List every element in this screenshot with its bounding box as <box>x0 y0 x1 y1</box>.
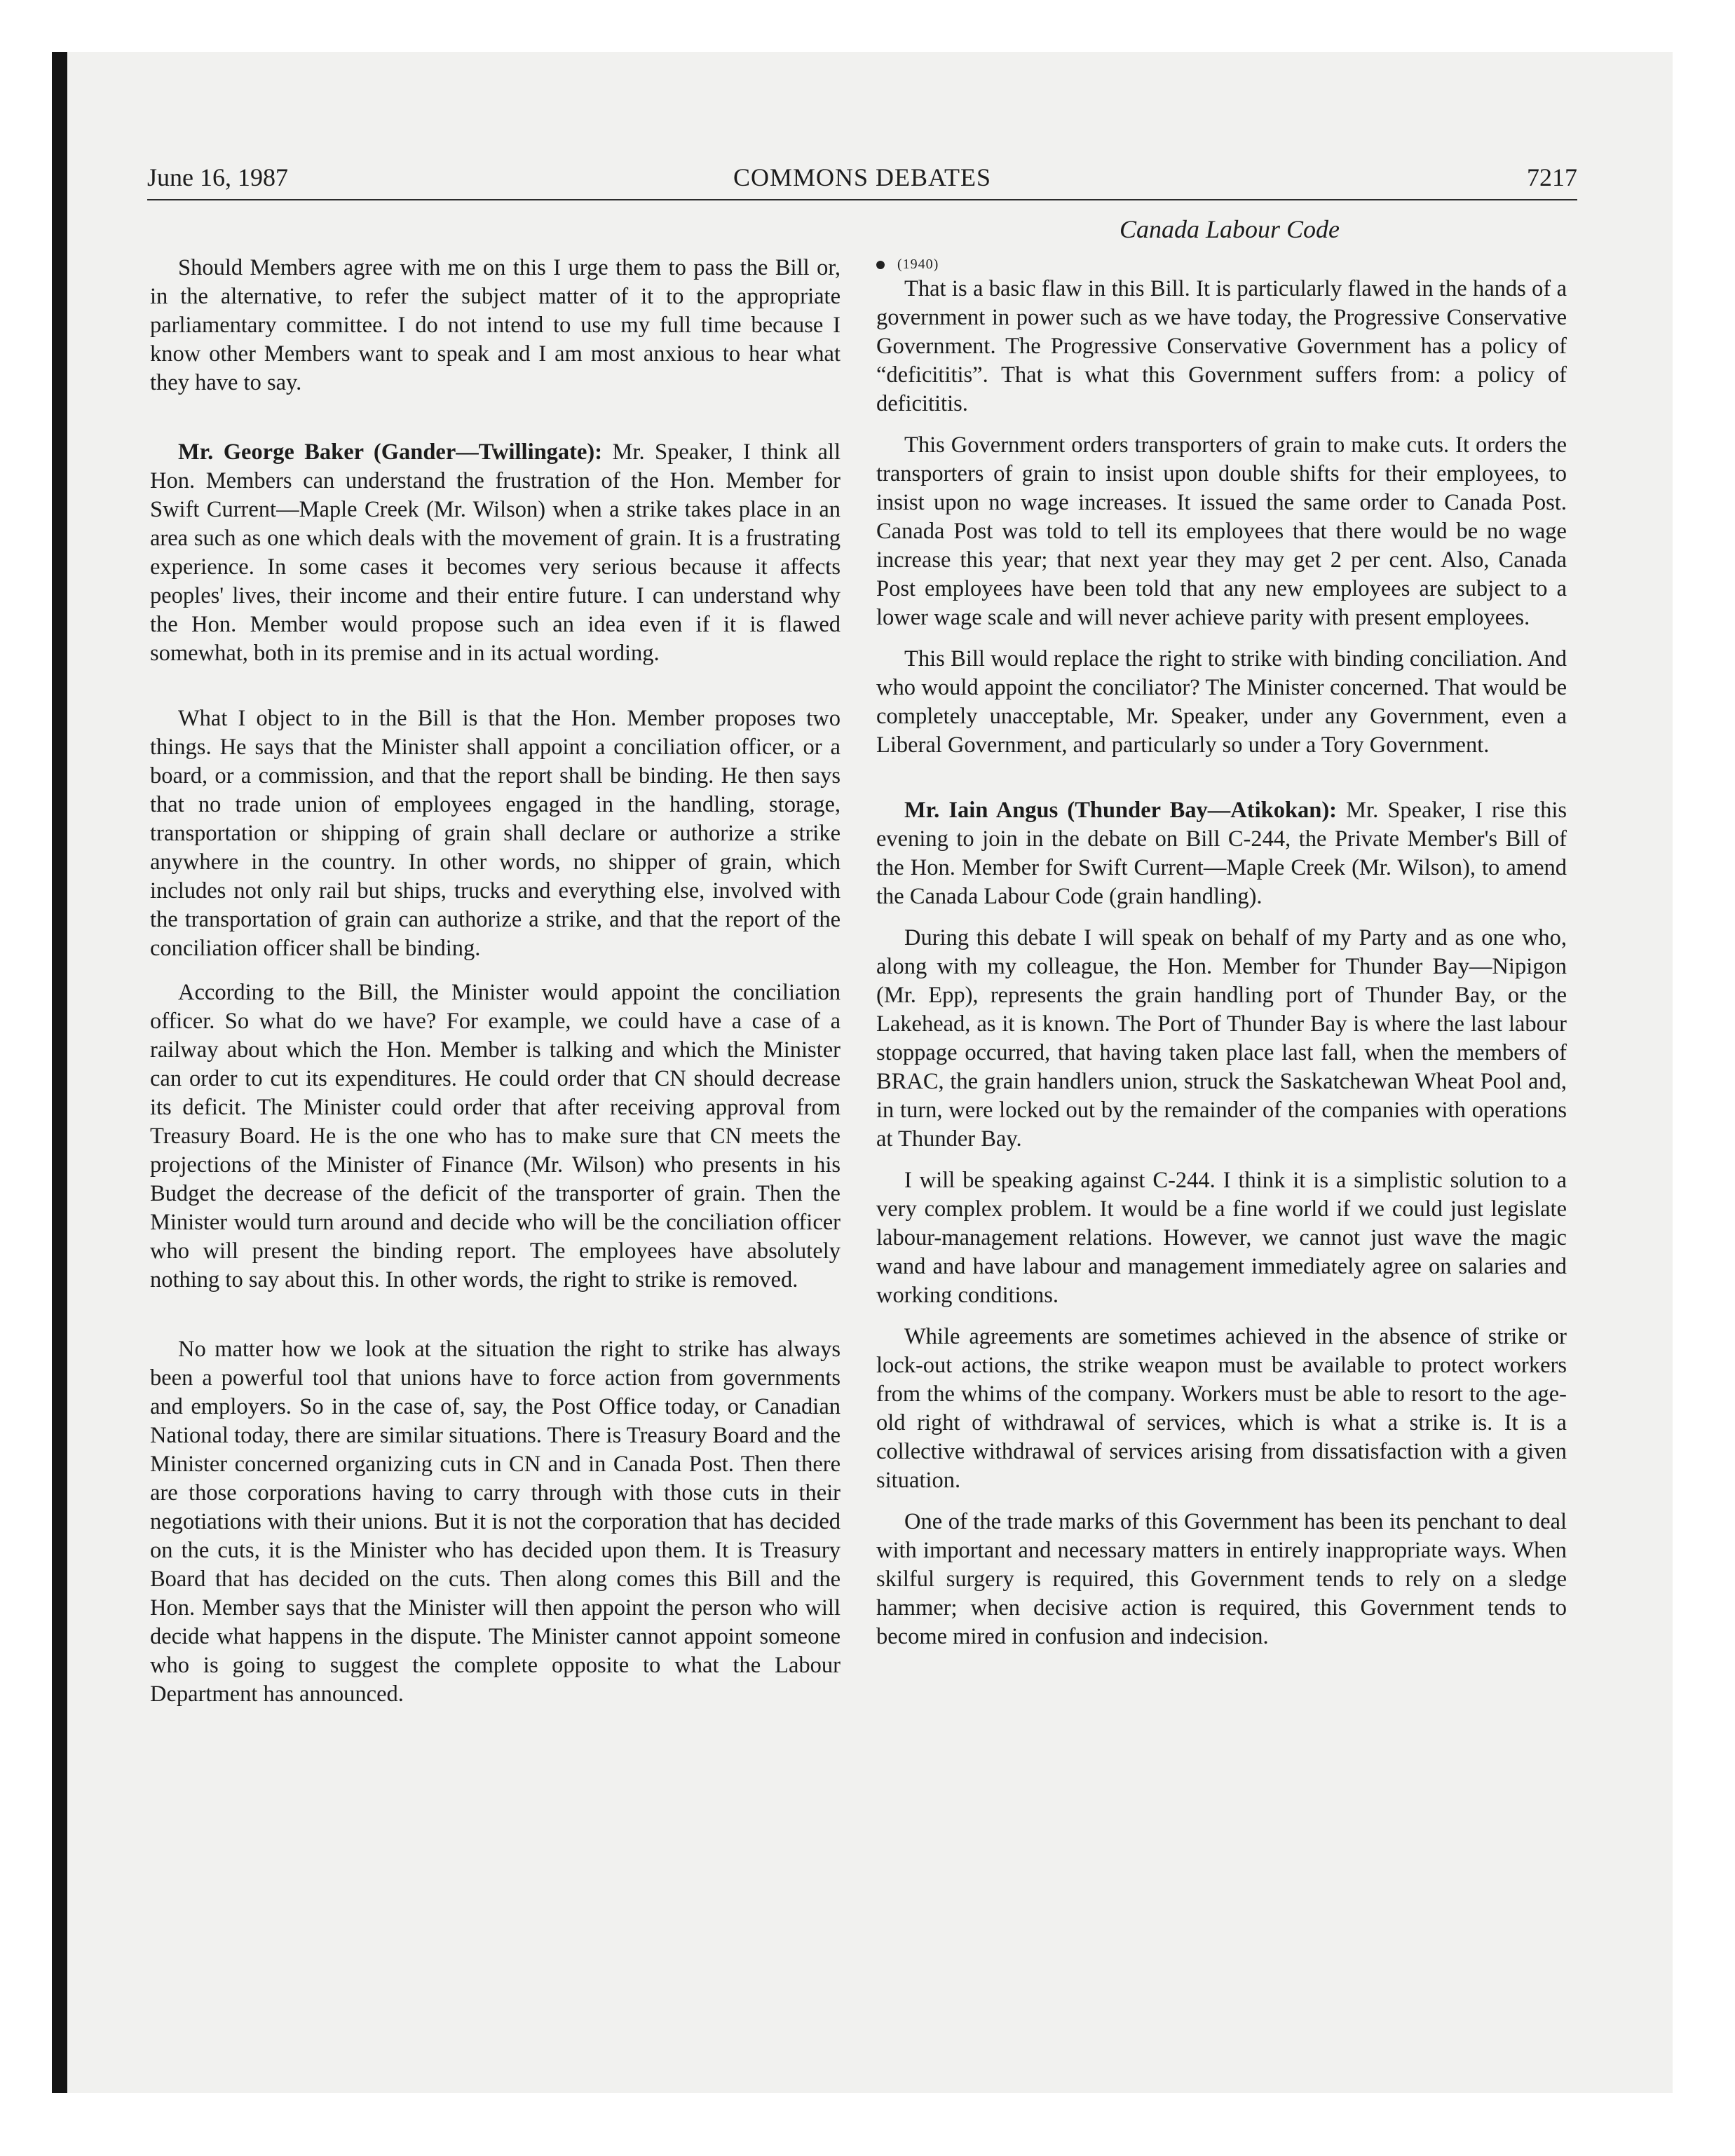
speech-paragraph <box>876 796 1567 911</box>
paragraph: One of the trade marks of this Government has been its penchant to deal with important and necessary matters in entirely inappropriate ways. When skilful surgery is required, this Government tends to rely on a sledge hammer; when decisive action is required, this Government tends to become mired in confusion and indecision. <box>876 1509 1567 1649</box>
paragraph: No matter how we look at the situation the right to strike has always been a powerful tool that unions have to force action from governments and employers. So in the case of, say, the Post Office today, or Canadian National today, there are similar situations. There is Treasury Board and the Minister concerned organizing cuts in CN and in Canada Post. Then there are those corporations having to carry through with those cuts in their negotiations with their unions. But it is not the corporation that has decided on the cuts, it is the Minister who has decided upon them. It is Treasury Board that has decided on the cuts. Then along comes this Bill and the Hon. Member says that the Minister will then appoint the person who will decide what happens in the dispute. The Minister cannot appoint someone who is going to suggest the complete opposite to what the Labour Department has announced. <box>150 1337 841 1707</box>
page-header <box>147 163 1577 199</box>
speech-text: Mr. Speaker, I rise this evening to join in the debate on Bill C-244, the Private Member's Bill of the Hon. Member for Swift Current—Maple Creek (Mr. Wilson), to amend the Canada Labour Code (grain handling). <box>876 798 1567 909</box>
subject-heading: Canada Labour Code <box>1119 215 1340 243</box>
timestamp-text: (1940) <box>897 257 939 272</box>
paragraph: Should Members agree with me on this I urge them to pass the Bill or, in the alternative, to refer the subject matter of it to the appropriate parliamentary committee. I do not intend to use my full time because I know other Members want to speak and I am most anxious to hear what they have to say. <box>150 255 841 395</box>
timestamp <box>876 254 1567 275</box>
scan-border <box>52 52 67 2093</box>
speech-text: Mr. Speaker, I think all Hon. Members can understand the frustration of the Hon. Member for Swift Current—Maple Creek (Mr. Wilson) when a strike takes place in an area such as one which deals with the movement of grain. It is a frustrating experience. In some cases it becomes very serious because it affects peoples' lives, their income and their entire future. I can understand why the Hon. Member would propose such an idea even if it is flawed somewhat, both in its premise and in its actual wording. <box>150 439 841 666</box>
header-rule <box>147 199 1577 200</box>
page-number: 7217 <box>1527 163 1577 191</box>
right-column <box>876 254 1567 1651</box>
paragraph: That is a basic flaw in this Bill. It is particularly flawed in the hands of a government in power such as we have today, the Progressive Conservative Government. The Progressive Conservative Government has a policy of “deficititis”. That is what this Government suffers from: a policy of deficititis. <box>876 276 1567 416</box>
paragraph: During this debate I will speak on behalf of my Party and as one who, along with my colleague, the Hon. Member for Thunder Bay—Nipigon (Mr. Epp), represents the grain handling port of Thunder Bay, or the Lakehead, as it is known. The Port of Thunder Bay is where the last labour stoppage occurred, that having taken place last fall, when the members of BRAC, the grain handlers union, struck the Saskatchewan Wheat Pool and, in turn, were locked out by the remainder of the companies with operations at Thunder Bay. <box>876 925 1567 1152</box>
left-column <box>150 254 841 1709</box>
paragraph: I will be speaking against C-244. I think it is a simplistic solution to a very complex problem. It would be a fine world if we could just legislate labour-management relations. However, we cannot just wave the magic wand and have labour and management immediately agree on salaries and working conditions. <box>876 1168 1567 1308</box>
paragraph: This Government orders transporters of grain to make cuts. It orders the transporters of grain to insist upon double shifts for their employees, to insist upon no wage increases. It issued the same order to Canada Post. Canada Post was told to tell its employees that there would be no wage increase this year; that next year they may get 2 per cent. Also, Canada Post employees have been told that any new employees are subject to a lower wage scale and will never achieve parity with present employees. <box>876 432 1567 630</box>
speaker-name: Mr. Iain Angus (Thunder Bay—Atikokan): <box>904 798 1337 823</box>
paragraph: What I object to in the Bill is that the Hon. Member proposes two things. He says that the Minister shall appoint a conciliation officer, or a board, or a commission, and that the report shall be binding. He then says that no trade union of employees engaged in the handling, storage, transportation or shipping of grain shall declare or authorize a strike anywhere in the country. In other words, no shipper of grain, which includes not only rail but ships, trucks and everything else, involved with the transportation of grain can authorize a strike, and that the report of the conciliation officer shall be binding. <box>150 706 841 961</box>
paragraph: According to the Bill, the Minister would appoint the conciliation officer. So what do we have? For example, we could have a case of a railway about which the Hon. Member is talking and which the Minister can order to cut its expenditures. He could order that CN should decrease its deficit. The Minister could order that after receiving approval from Treasury Board. He is the one who has to make sure that CN meets the projections of the Minister of Finance (Mr. Wilson) who presents in his Budget the decrease of the deficit of the transporter of grain. Then the Minister would turn around and decide who will be the conciliation officer who will present the binding report. The employees have absolutely nothing to say about this. In other words, the right to strike is removed. <box>150 980 841 1292</box>
paragraph: While agreements are sometimes achieved in the absence of strike or lock-out actions, the strike weapon must be available to protect workers from the whims of the company. Workers must be able to resort to the age-old right of withdrawal of services, which is what a strike is. It is a collective withdrawal of services arising from dissatisfaction with a given situation. <box>876 1324 1567 1493</box>
speaker-name: Mr. George Baker (Gander—Twillingate): <box>178 439 603 465</box>
bullet-icon <box>876 261 885 269</box>
paragraph: This Bill would replace the right to strike with binding conciliation. And who would appoint the conciliator? The Minister concerned. That would be completely unacceptable, Mr. Speaker, under any Government, even a Liberal Government, and particularly so under a Tory Government. <box>876 646 1567 758</box>
speech-paragraph <box>150 438 841 668</box>
header-title: COMMONS DEBATES <box>733 163 992 191</box>
header-date: June 16, 1987 <box>147 163 288 191</box>
